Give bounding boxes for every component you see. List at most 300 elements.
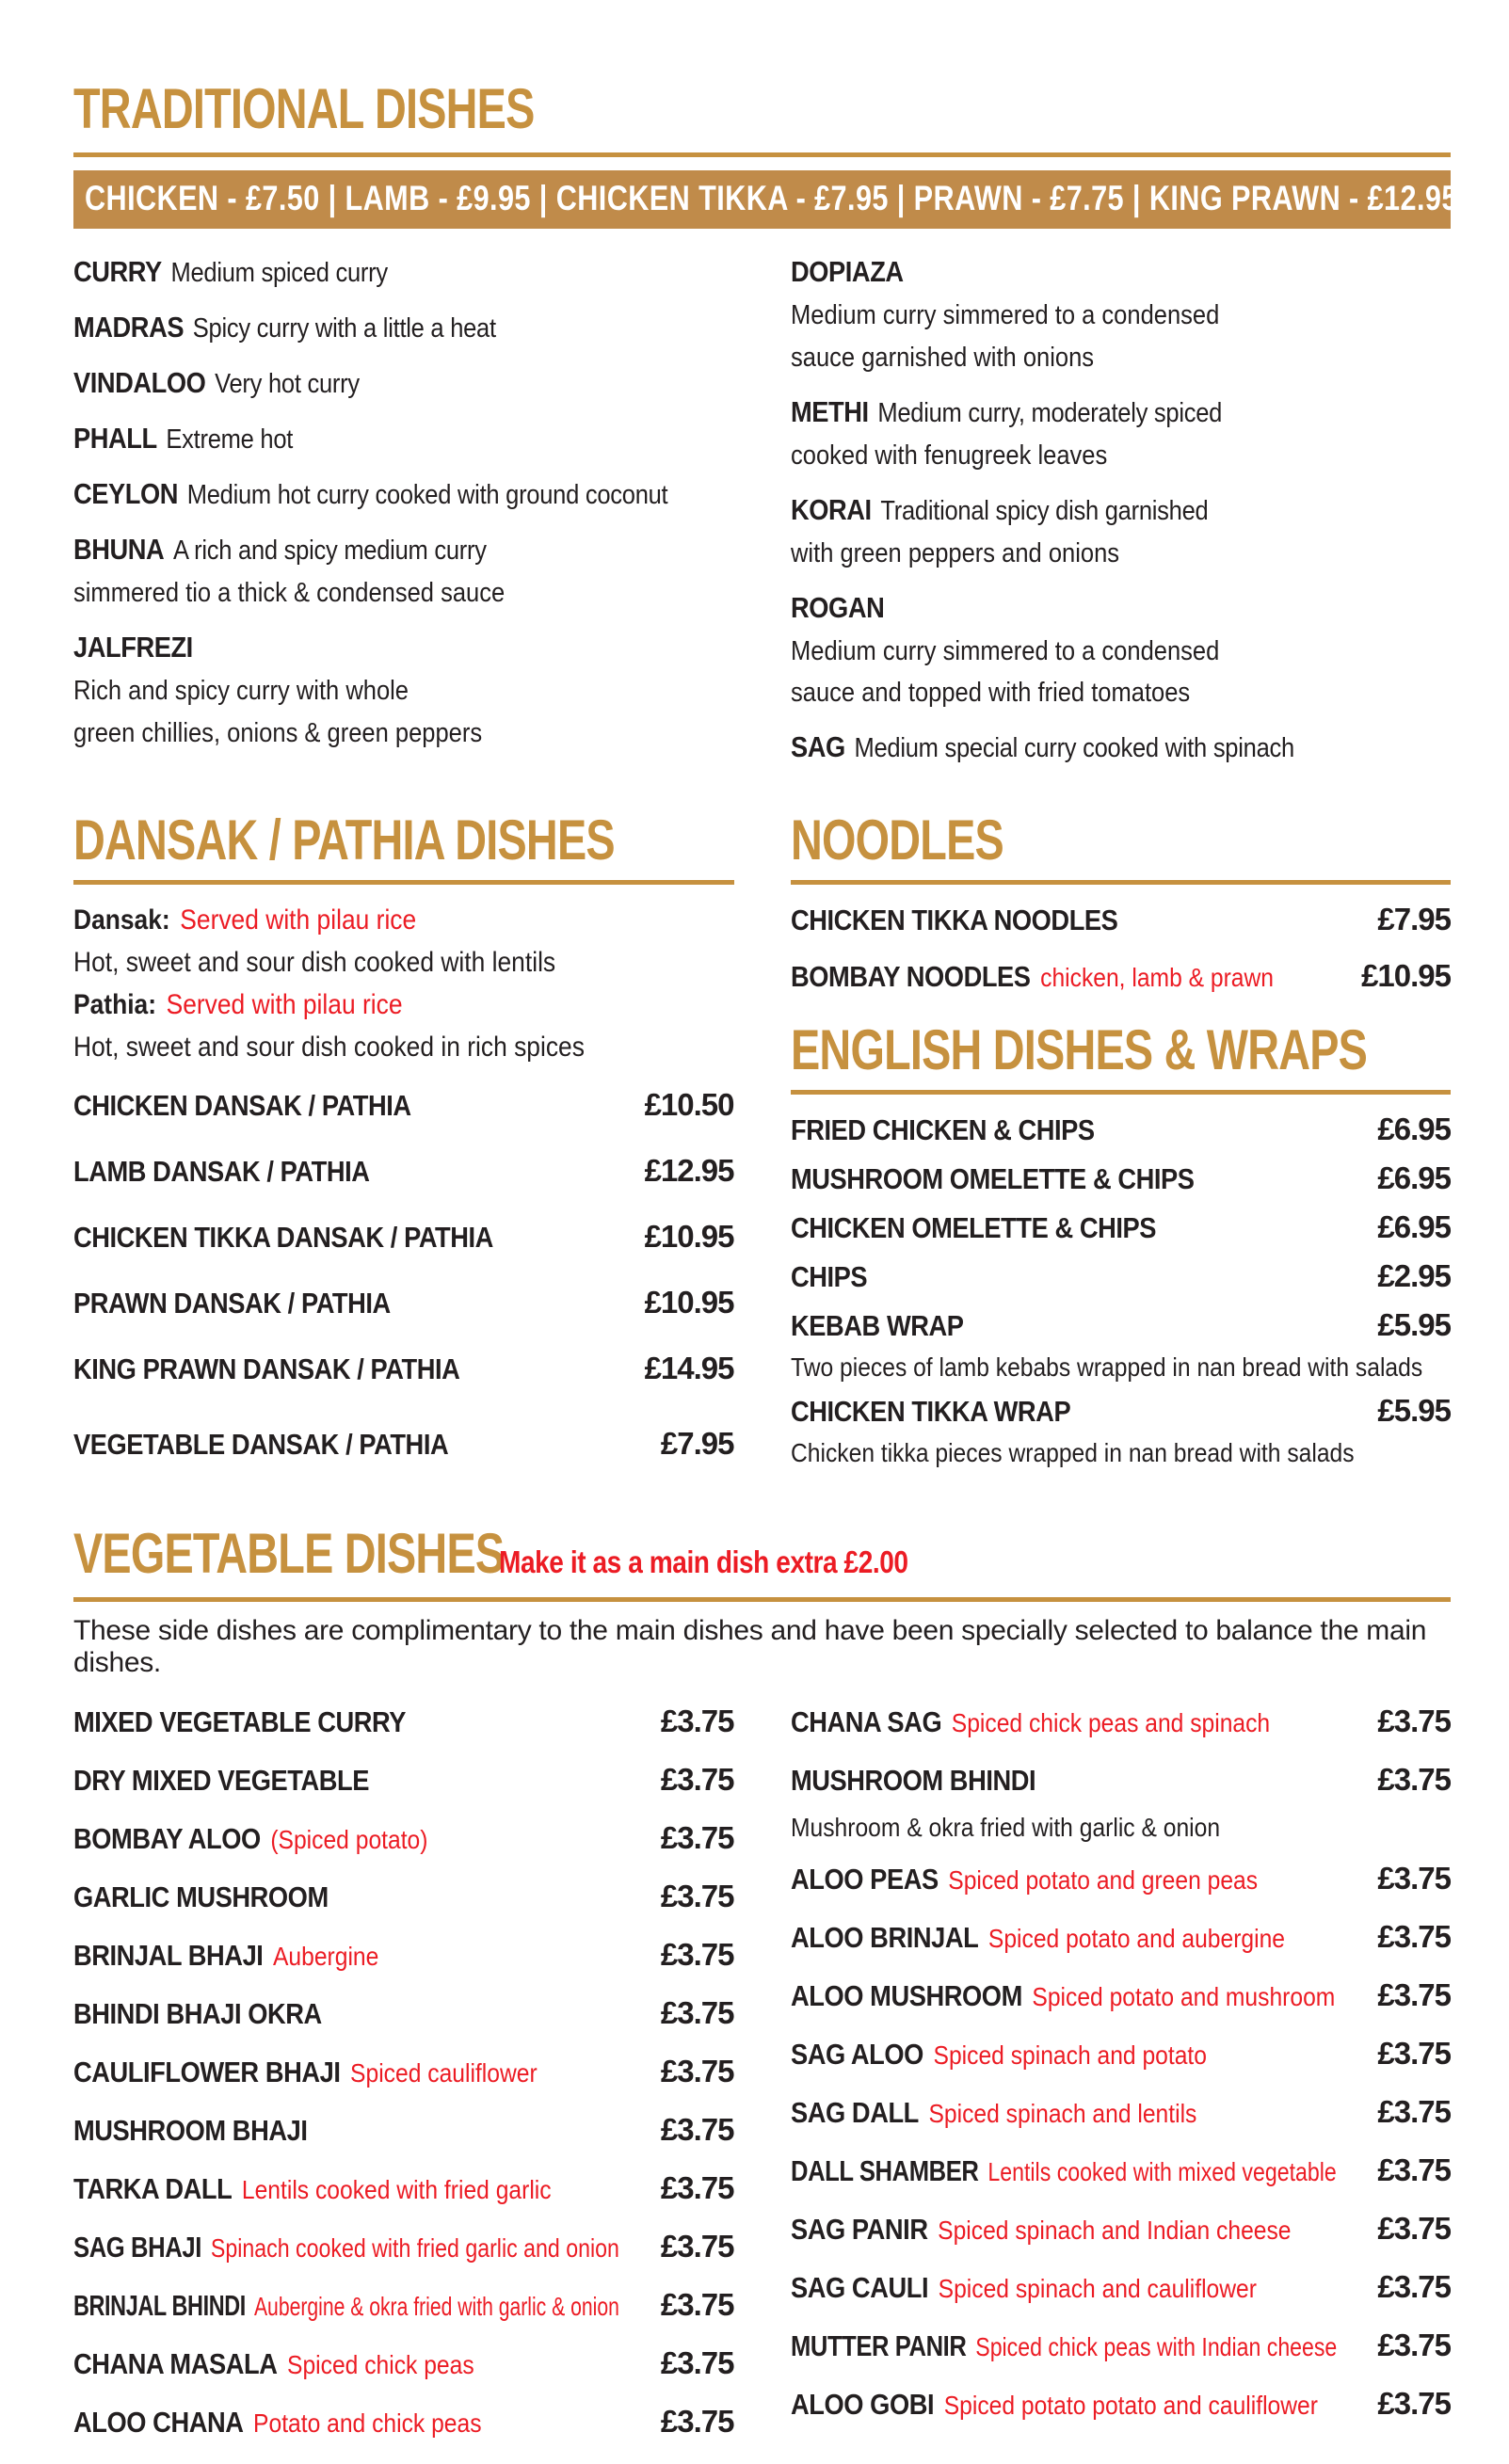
menu-item bbox=[791, 960, 1452, 994]
item-description-line bbox=[73, 719, 734, 749]
item-name: BOMBAY ALOO bbox=[73, 1822, 261, 1856]
item-description: Two pieces of lamb kebabs wrapped in nan bread with salads bbox=[790, 1352, 1422, 1383]
menu-item bbox=[73, 1155, 734, 1189]
section-noodles bbox=[790, 808, 1452, 994]
item-description: Chicken tikka pieces wrapped in nan bread with salads bbox=[790, 1437, 1355, 1467]
divider bbox=[73, 880, 734, 885]
item-description: A rich and spicy medium curry bbox=[172, 536, 487, 566]
item-text bbox=[73, 422, 293, 456]
item-price: £3.75 bbox=[660, 1937, 734, 1973]
item-price: £3.75 bbox=[1377, 2210, 1451, 2246]
item-price: £3.75 bbox=[660, 1704, 734, 1739]
item-description-line bbox=[791, 679, 1452, 709]
item-text bbox=[791, 539, 1119, 569]
menu-item bbox=[791, 2154, 1452, 2188]
item-name: CHICKEN DANSAK / PATHIA bbox=[73, 1089, 411, 1123]
item-description-line bbox=[73, 677, 734, 707]
item-text bbox=[791, 344, 1094, 374]
item-description: green chillies, onions & green peppers bbox=[73, 717, 483, 748]
item-text bbox=[791, 1395, 1070, 1429]
item-text bbox=[73, 2406, 482, 2440]
item-name: CHANA MASALA bbox=[73, 2347, 278, 2381]
item-name: TARKA DALL bbox=[73, 2172, 233, 2206]
item-text bbox=[73, 579, 505, 609]
traditional-right-column bbox=[791, 255, 1452, 786]
item-name: KORAI bbox=[790, 492, 872, 526]
item-description: sauce and topped with fried tomatoes bbox=[790, 678, 1190, 709]
item-text bbox=[73, 1352, 459, 1386]
item-note: (Spiced potato) bbox=[270, 1825, 428, 1855]
item-name: ALOO CHANA bbox=[73, 2406, 244, 2440]
item-description: Very hot curry bbox=[215, 369, 360, 399]
section-title-dansak-pathia: DANSAK / PATHIA DISHES bbox=[73, 808, 615, 872]
divider bbox=[73, 1597, 1451, 1602]
menu-item bbox=[791, 1211, 1452, 1245]
item-price: £3.75 bbox=[1377, 1918, 1451, 1954]
item-description: Extreme hot bbox=[166, 424, 294, 455]
section-title-vegetable: VEGETABLE DISHES bbox=[73, 1522, 505, 1586]
item-note: Spiced cauliflower bbox=[350, 2058, 538, 2088]
item-price: £6.95 bbox=[1377, 1209, 1451, 1245]
item-note: Spiced chick peas with Indian cheese bbox=[974, 2331, 1337, 2361]
traditional-price-bar bbox=[73, 170, 1458, 229]
item-price: £3.75 bbox=[660, 2345, 734, 2381]
item-description: Spicy curry with a little a heat bbox=[192, 313, 496, 344]
dansak-column bbox=[73, 808, 734, 1494]
menu-item bbox=[73, 1880, 734, 1914]
item-text bbox=[791, 2038, 1207, 2072]
item-text bbox=[73, 533, 487, 567]
menu-item bbox=[73, 1287, 734, 1320]
item-name: BRINJAL BHINDI bbox=[73, 2289, 246, 2323]
menu-item bbox=[73, 1939, 734, 1973]
item-text bbox=[791, 1813, 1220, 1843]
menu-item bbox=[790, 1860, 1452, 1896]
item-price: £10.95 bbox=[1361, 958, 1451, 994]
section-title-english-dishes: ENGLISH DISHES & WRAPS bbox=[790, 1018, 1367, 1082]
item-note: Potato and chick peas bbox=[253, 2408, 482, 2439]
item-name: ROGAN bbox=[790, 590, 884, 624]
item-name: CEYLON bbox=[73, 477, 179, 510]
item-name: FRIED CHICKEN & CHIPS bbox=[790, 1113, 1095, 1147]
item-description: Medium curry, moderately spiced bbox=[876, 397, 1222, 428]
menu-item bbox=[73, 1089, 734, 1123]
item-text bbox=[791, 730, 1294, 764]
menu-item bbox=[790, 2035, 1452, 2072]
item-price: £10.95 bbox=[644, 1285, 734, 1320]
item-name: CHICKEN TIKKA DANSAK / PATHIA bbox=[73, 1221, 493, 1255]
dansak-intro bbox=[73, 904, 734, 1064]
menu-item bbox=[791, 493, 1452, 569]
section-english-dishes bbox=[790, 1018, 1452, 1467]
item-description: Medium hot curry cooked with ground coconut bbox=[186, 480, 668, 510]
item-note: Spiced potato and aubergine bbox=[987, 1923, 1285, 1953]
item-text bbox=[73, 988, 403, 1022]
menu-item bbox=[73, 1822, 734, 1856]
intro-label: Pathia: bbox=[73, 989, 157, 1021]
menu-item bbox=[73, 1428, 734, 1462]
menu-item bbox=[73, 477, 734, 511]
item-price: £3.75 bbox=[660, 2170, 734, 2206]
section-title-traditional: TRADITIONAL DISHES bbox=[73, 77, 535, 140]
menu-item bbox=[791, 904, 1452, 937]
item-price: £3.75 bbox=[660, 2287, 734, 2323]
menu-item bbox=[73, 2406, 734, 2440]
item-text bbox=[791, 1309, 964, 1343]
menu-item bbox=[790, 2385, 1452, 2422]
item-text bbox=[791, 591, 884, 625]
item-text bbox=[791, 679, 1190, 709]
item-price: £3.75 bbox=[660, 2112, 734, 2148]
item-description-line bbox=[791, 1352, 1452, 1383]
item-text bbox=[73, 2114, 307, 2148]
item-name: MUSHROOM BHAJI bbox=[73, 2114, 308, 2148]
item-text bbox=[791, 301, 1219, 331]
item-description-line bbox=[791, 637, 1452, 667]
item-name: VINDALOO bbox=[73, 366, 206, 399]
menu-item bbox=[73, 2347, 734, 2381]
item-description-line bbox=[73, 579, 734, 609]
item-text bbox=[791, 1113, 1095, 1147]
item-text bbox=[791, 2213, 1292, 2247]
item-text bbox=[791, 960, 1274, 994]
menu-item bbox=[791, 591, 1452, 710]
item-price: £3.75 bbox=[660, 2229, 734, 2264]
menu-item bbox=[73, 2172, 734, 2206]
item-text bbox=[791, 2271, 1257, 2305]
item-text bbox=[73, 2172, 552, 2206]
item-name: PHALL bbox=[73, 422, 157, 455]
menu-item bbox=[790, 2093, 1452, 2130]
item-note: Spinach cooked with fried garlic and onion bbox=[210, 2233, 619, 2264]
item-description-line bbox=[791, 301, 1452, 331]
item-price: £3.75 bbox=[660, 2404, 734, 2440]
item-text bbox=[73, 1822, 427, 1856]
menu-item bbox=[73, 1352, 734, 1386]
item-price: £3.75 bbox=[1377, 2327, 1451, 2362]
item-price: £5.95 bbox=[1377, 1392, 1451, 1428]
item-note: chicken, lamb & prawn bbox=[1039, 963, 1274, 993]
item-name: BHUNA bbox=[73, 533, 165, 566]
item-name: CURRY bbox=[73, 255, 162, 288]
item-name: DRY MIXED VEGETABLE bbox=[73, 1764, 369, 1798]
item-text bbox=[791, 637, 1219, 667]
item-text bbox=[73, 946, 555, 980]
item-name: SAG PANIR bbox=[790, 2212, 928, 2246]
item-name: LAMB DANSAK / PATHIA bbox=[73, 1155, 370, 1189]
item-name: MIXED VEGETABLE CURRY bbox=[73, 1705, 407, 1739]
item-name: BRINJAL BHAJI bbox=[73, 1939, 264, 1973]
item-note: Spiced spinach and cauliflower bbox=[938, 2273, 1257, 2303]
item-note: Aubergine & okra fried with garlic & onion bbox=[253, 2292, 619, 2322]
menu-item bbox=[791, 2329, 1452, 2363]
section-traditional bbox=[73, 77, 1458, 786]
item-name: MADRAS bbox=[73, 311, 185, 344]
item-price: £3.75 bbox=[660, 1995, 734, 2031]
item-price: £3.75 bbox=[1377, 2385, 1451, 2421]
item-text bbox=[791, 395, 1222, 429]
item-text bbox=[73, 2289, 619, 2323]
item-text bbox=[73, 1089, 411, 1123]
item-text bbox=[791, 1863, 1258, 1896]
item-name: SAG ALOO bbox=[790, 2037, 923, 2071]
item-text bbox=[73, 1939, 378, 1973]
menu-item bbox=[791, 730, 1452, 764]
menu-item bbox=[73, 1705, 734, 1739]
vegetable-left-column bbox=[73, 1705, 734, 2464]
item-price: £3.75 bbox=[1377, 2035, 1451, 2071]
item-text bbox=[73, 677, 409, 707]
item-description: Mushroom & okra fried with garlic & onion bbox=[790, 1813, 1220, 1843]
item-name: PRAWN DANSAK / PATHIA bbox=[73, 1287, 391, 1320]
menu-item bbox=[73, 631, 734, 749]
item-text bbox=[791, 1162, 1195, 1196]
item-text bbox=[73, 311, 496, 344]
item-description: Rich and spicy curry with whole bbox=[73, 675, 409, 706]
item-name: CHICKEN TIKKA NOODLES bbox=[790, 904, 1117, 937]
item-note: Spiced spinach and potato bbox=[933, 2040, 1207, 2070]
item-text bbox=[73, 2056, 538, 2089]
item-price: £3.75 bbox=[1377, 1762, 1451, 1798]
item-text bbox=[73, 1031, 585, 1064]
menu-item bbox=[791, 395, 1452, 472]
traditional-left-column bbox=[73, 255, 734, 786]
item-name: CHIPS bbox=[790, 1260, 867, 1294]
item-name: METHI bbox=[790, 394, 869, 428]
item-name: JALFREZI bbox=[73, 630, 193, 664]
menu-item bbox=[791, 1260, 1452, 1294]
item-name: SAG CAULI bbox=[790, 2270, 928, 2304]
item-name: ALOO MUSHROOM bbox=[790, 1978, 1022, 2012]
item-text bbox=[791, 1211, 1156, 1245]
item-name: CHANA SAG bbox=[790, 1705, 941, 1739]
item-price: £3.75 bbox=[660, 1762, 734, 1798]
item-price: £3.75 bbox=[660, 2054, 734, 2089]
item-text bbox=[791, 2154, 1337, 2188]
intro-label: Dansak: bbox=[73, 904, 170, 936]
item-text bbox=[73, 477, 667, 511]
item-note: Spiced potato potato and cauliflower bbox=[943, 2390, 1318, 2420]
menu-item bbox=[790, 1392, 1452, 1429]
menu-item bbox=[73, 311, 734, 344]
menu-item bbox=[73, 2056, 734, 2089]
item-name: SAG DALL bbox=[790, 2095, 919, 2129]
item-text bbox=[73, 631, 193, 664]
item-text bbox=[73, 2231, 619, 2264]
item-text bbox=[791, 1352, 1422, 1383]
item-text bbox=[73, 904, 416, 937]
dansak-item-list bbox=[73, 1089, 734, 1462]
item-text bbox=[73, 719, 482, 749]
item-note: Aubergine bbox=[272, 1942, 379, 1972]
item-price: £7.95 bbox=[660, 1426, 734, 1462]
item-name: ALOO BRINJAL bbox=[790, 1920, 978, 1954]
intro-text: Hot, sweet and sour dish cooked in rich spices bbox=[73, 1032, 585, 1064]
item-description: Medium special curry cooked with spinach bbox=[853, 733, 1294, 764]
item-price: £3.75 bbox=[1377, 2093, 1451, 2129]
menu-item bbox=[73, 2231, 734, 2264]
item-price: £14.95 bbox=[644, 1351, 734, 1386]
item-name: DALL SHAMBER bbox=[790, 2153, 978, 2187]
item-note: Lentils cooked with fried garlic bbox=[241, 2175, 552, 2205]
item-name: MUSHROOM BHINDI bbox=[790, 1764, 1035, 1798]
item-name: DOPIAZA bbox=[790, 255, 904, 288]
item-price: £12.95 bbox=[644, 1153, 734, 1189]
item-text bbox=[73, 1287, 391, 1320]
item-price: £6.95 bbox=[1377, 1112, 1451, 1147]
item-text bbox=[73, 1997, 322, 2031]
item-price: £10.95 bbox=[644, 1219, 734, 1255]
item-description-line bbox=[791, 441, 1452, 472]
item-name: MUTTER PANIR bbox=[790, 2328, 966, 2362]
item-description: Medium spiced curry bbox=[170, 258, 388, 288]
menu-item bbox=[790, 1918, 1452, 1955]
item-description-line bbox=[791, 1813, 1452, 1843]
item-price: £3.75 bbox=[1377, 1976, 1451, 2012]
dansak-intro-line bbox=[73, 1031, 734, 1064]
item-text bbox=[791, 904, 1117, 937]
item-name: CHICKEN TIKKA WRAP bbox=[790, 1394, 1070, 1428]
item-note: Lentils cooked with mixed vegetable bbox=[987, 2156, 1337, 2186]
menu-item bbox=[791, 1113, 1452, 1147]
divider bbox=[791, 1090, 1452, 1095]
item-name: BOMBAY NOODLES bbox=[790, 960, 1031, 994]
noodles-item-list bbox=[791, 904, 1452, 994]
item-text bbox=[791, 2329, 1337, 2363]
menu-item bbox=[790, 2210, 1452, 2247]
item-text bbox=[73, 366, 360, 400]
item-description: Medium curry simmered to a condensed bbox=[790, 300, 1219, 330]
noodles-english-column bbox=[790, 808, 1452, 1494]
menu-item bbox=[73, 422, 734, 456]
item-note: Spiced potato and mushroom bbox=[1031, 1981, 1335, 2011]
vegetable-intro: These side dishes are complimentary to the main dishes and have been specially selected to balance the main dishes. bbox=[73, 1615, 1427, 1679]
section-title-noodles: NOODLES bbox=[790, 808, 1003, 872]
item-price: £5.95 bbox=[1377, 1307, 1451, 1343]
item-name: SAG bbox=[790, 730, 845, 764]
item-text bbox=[791, 1921, 1285, 1955]
menu-item bbox=[791, 1309, 1452, 1343]
item-name: KEBAB WRAP bbox=[790, 1309, 964, 1343]
item-text bbox=[73, 255, 388, 289]
item-note: Spiced spinach and Indian cheese bbox=[937, 2215, 1292, 2245]
item-price: £3.75 bbox=[1377, 1860, 1451, 1896]
menu-item bbox=[73, 2289, 734, 2323]
item-note: Spiced chick peas and spinach bbox=[951, 1708, 1270, 1738]
item-text bbox=[791, 1764, 1035, 1798]
item-text bbox=[791, 1438, 1355, 1468]
item-text bbox=[73, 1880, 329, 1914]
item-price: £3.75 bbox=[1377, 2268, 1451, 2304]
english-item-list bbox=[791, 1113, 1452, 1467]
vegetable-main-dish-note: Make it as a main dish extra £2.00 bbox=[499, 1544, 908, 1580]
item-text bbox=[73, 1221, 493, 1255]
middle-columns bbox=[73, 808, 1451, 1494]
item-name: KING PRAWN DANSAK / PATHIA bbox=[73, 1352, 460, 1386]
item-price: £7.95 bbox=[1377, 902, 1451, 937]
divider bbox=[791, 880, 1452, 885]
item-description: Traditional spicy dish garnished bbox=[879, 495, 1208, 526]
dansak-intro-line bbox=[73, 904, 734, 937]
item-text bbox=[73, 1155, 370, 1189]
item-note: Spiced spinach and lentils bbox=[927, 2098, 1196, 2128]
item-price: £3.75 bbox=[660, 1879, 734, 1914]
traditional-price-bar-text: CHICKEN - £7.50 | LAMB - £9.95 | CHICKEN TIKKA - £7.95 | PRAWN - £7.75 | KING PRAWN - £12.95 bbox=[85, 179, 1458, 217]
item-price: £3.75 bbox=[660, 1820, 734, 1856]
item-text bbox=[791, 493, 1208, 527]
item-text bbox=[791, 2388, 1318, 2422]
item-note: Spiced potato and green peas bbox=[947, 1864, 1258, 1895]
dansak-intro-line bbox=[73, 946, 734, 980]
section-vegetable bbox=[73, 1522, 1451, 2464]
menu-item bbox=[73, 2114, 734, 2148]
menu-item bbox=[73, 533, 734, 609]
divider bbox=[73, 152, 1451, 157]
item-text bbox=[73, 1764, 369, 1798]
item-name: MUSHROOM OMELETTE & CHIPS bbox=[790, 1162, 1195, 1196]
section-dansak-pathia bbox=[73, 808, 734, 1462]
item-price: £6.95 bbox=[1377, 1160, 1451, 1196]
item-name: BHINDI BHAJI OKRA bbox=[73, 1997, 322, 2031]
menu-item bbox=[791, 1162, 1452, 1196]
item-description-line bbox=[791, 344, 1452, 374]
item-text bbox=[791, 1979, 1335, 2013]
item-text bbox=[791, 2096, 1196, 2130]
item-text bbox=[791, 441, 1107, 472]
item-name: VEGETABLE DANSAK / PATHIA bbox=[73, 1428, 449, 1462]
item-text bbox=[791, 1705, 1270, 1739]
menu-item bbox=[790, 1976, 1452, 2013]
item-price: £10.50 bbox=[644, 1087, 734, 1123]
menu-item bbox=[791, 255, 1452, 374]
menu-item bbox=[73, 1221, 734, 1255]
menu-item bbox=[73, 255, 734, 289]
item-description: Medium curry simmered to a condensed bbox=[790, 635, 1219, 666]
intro-text: Hot, sweet and sour dish cooked with lentils bbox=[73, 947, 556, 979]
item-description: simmered tio a thick & condensed sauce bbox=[73, 578, 506, 608]
item-name: CAULIFLOWER BHAJI bbox=[73, 2056, 341, 2089]
menu-item bbox=[791, 1764, 1452, 1798]
item-text bbox=[73, 2347, 474, 2381]
item-price: £3.75 bbox=[1377, 2152, 1451, 2187]
item-name: GARLIC MUSHROOM bbox=[73, 1880, 329, 1914]
item-text bbox=[791, 1260, 867, 1294]
item-name: ALOO PEAS bbox=[790, 1862, 939, 1896]
item-text bbox=[73, 1428, 448, 1462]
item-text bbox=[73, 1705, 406, 1739]
menu-item bbox=[790, 2268, 1452, 2305]
dansak-intro-line bbox=[73, 988, 734, 1022]
item-text bbox=[791, 255, 904, 289]
intro-text: Served with pilau rice bbox=[166, 989, 403, 1021]
menu-item bbox=[73, 1764, 734, 1798]
item-description-line bbox=[791, 539, 1452, 569]
item-description-line bbox=[791, 1438, 1452, 1468]
intro-text: Served with pilau rice bbox=[180, 904, 417, 936]
item-description: cooked with fenugreek leaves bbox=[790, 440, 1107, 471]
item-name: ALOO GOBI bbox=[790, 2387, 934, 2421]
vegetable-right-column bbox=[791, 1705, 1452, 2464]
item-price: £3.75 bbox=[1377, 1704, 1451, 1739]
item-description: sauce garnished with onions bbox=[790, 342, 1094, 373]
menu-item bbox=[73, 1997, 734, 2031]
item-note: Spiced chick peas bbox=[287, 2350, 474, 2380]
item-price: £2.95 bbox=[1377, 1258, 1451, 1294]
menu-item bbox=[73, 366, 734, 400]
item-name: SAG BHAJI bbox=[73, 2231, 201, 2264]
vegetable-header bbox=[73, 1522, 1451, 1586]
item-description: with green peppers and onions bbox=[790, 537, 1119, 568]
